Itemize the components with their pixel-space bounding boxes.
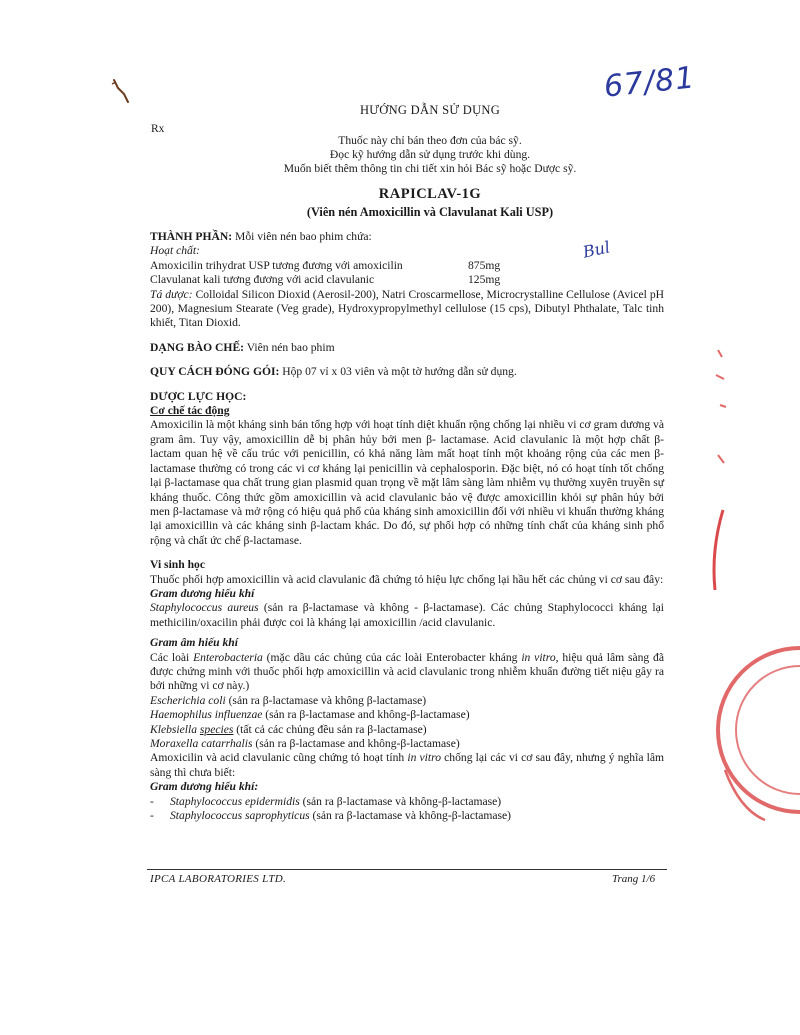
composition-heading: THÀNH PHẦN: — [150, 230, 233, 243]
in-vitro-term: in vitro — [521, 650, 556, 664]
ingredient-name: Clavulanat kali tương đương với acid clavulanic — [150, 273, 375, 287]
mechanism-text: Amoxicilin là một kháng sinh bán tổng hợp với hoạt tính diệt khuẩn rộng chống lại nhiều vi cơ gram dương và gram âm. Tuy vậy, amoxicillin dễ bị phân hủy bởi men β- lactamase. Acid clavulanic là một hợp chất β- lactam quan hệ về cấu trúc với penicillin, có khả năng làm mất hoạt tính một khoảng rộng của các men β-lactamase thường có trong các vi cơ kháng lại penicillin và cephalosporin. Đặc biệt, nó có hoạt tính tốt chống lại β-lactamase qua chất trung gian plasmid quan trọng về mặt lâm sàng làm nhiễm vụ thường xuyên truyền sự kháng thuốc. Công thức gồm amoxicillin và acid clavulanic bảo vệ được amoxicillin khỏi sự phân hủy bởi men β-lactamase và mở rộng có hiệu quả phổ của kháng sinh amoxicillin đối với nhiều vi khuẩn thường kháng lại amoxicillin và các kháng sinh β-lactam khác. Do đó, sự phối hợp có những tính chất của kháng sinh phổ rộng và chất ức chế β-lactamase. — [150, 418, 664, 547]
notices — [0, 134, 800, 175]
list-dash: - — [150, 809, 154, 823]
stamp-marks — [708, 345, 738, 485]
notice-line: Thuốc này chỉ bán theo đơn của bác sỹ. — [338, 134, 522, 147]
handwritten-page-number: 67/81 — [602, 60, 697, 105]
organism-name: Klebsiella — [150, 722, 200, 736]
invitro-post: chống lại các vi cơ sau đây, nhưng ý nghĩa lâm sàng thì chưa biết: — [150, 751, 664, 779]
organism-name: Staphylococcus epidermidis — [170, 794, 300, 808]
active-ingredient-row — [150, 259, 664, 273]
list-item — [150, 809, 664, 823]
entero-post: , hiệu quả lâm sàng đã được chứng minh với thuốc phối hợp amoxicillin và acid clavulanic trong nhiễm khuẩn đường tiết niệu gây ra bởi những vi cơ này.) — [150, 650, 664, 693]
organism-name: Staphylococcus saprophyticus — [170, 809, 310, 823]
organism-name: Staphylococcus aureus — [150, 601, 259, 615]
footer-company: IPCA LABORATORIES LTD. — [150, 873, 287, 885]
list-dash: - — [150, 794, 154, 808]
organism-name: Enterobacteria — [193, 650, 263, 664]
organism-note: (sản ra β-lactamase và không β-lactamase) — [225, 693, 427, 707]
product-subtitle: (Viên nén Amoxicillin và Clavulanat Kali USP) — [306, 205, 554, 219]
dosage-form — [150, 341, 664, 355]
gram-positive-heading-2: Gram dương hiếu khí: — [150, 780, 259, 794]
notice-line: Muốn biết thêm thông tin chi tiết xin hỏi Bác sỹ hoặc Dược sỹ. — [283, 161, 577, 175]
scan-mark — [110, 78, 134, 104]
active-ingredient-row — [150, 273, 664, 287]
red-stamp — [705, 470, 800, 850]
organism-name: Haemophilus influenzae — [150, 708, 263, 722]
gram-positive-heading: Gram dương hiếu khí — [150, 586, 255, 600]
packaging-heading: QUY CÁCH ĐÓNG GÓI: — [150, 365, 280, 379]
dosage-form-value: Viên nén bao phim — [246, 340, 335, 354]
list-item — [150, 795, 664, 809]
organism-note: (sản ra β-lactamase và không-β-lactamase) — [299, 794, 502, 808]
pharmacology-heading: DƯỢC LỰC HỌC: — [150, 389, 247, 403]
product-name: RAPICLAV-1G — [378, 186, 482, 202]
organism-note: (sản ra β-lactamase and không-β-lactamase) — [252, 737, 460, 750]
organism-note: (sản ra β-lactamase and không-β-lactamase) — [262, 708, 470, 722]
organism-note: (tất cả các chủng đều sản ra β-lactamase) — [233, 722, 427, 736]
active-label: Hoạt chất: — [150, 244, 200, 258]
organism-name: Escherichia coli — [150, 693, 226, 707]
composition-intro: Mỗi viên nén bao phim chứa: — [235, 230, 372, 243]
staph-aureus-entry — [150, 601, 664, 630]
in-vitro-note — [150, 751, 664, 780]
microbiology-intro: Thuốc phối hợp amoxicillin và acid clavulanic đã chứng tỏ hiệu lực chống lại hầu hết các chủng vi cơ sau đây: — [150, 572, 664, 586]
ingredient-dose: 125mg — [468, 273, 501, 287]
rx-label: Rx — [151, 123, 165, 135]
microbiology-heading: Vi sinh học — [150, 558, 205, 572]
excipients — [150, 288, 664, 331]
mechanism-heading: Cơ chế tác động — [150, 404, 230, 418]
notice-line: Đọc kỹ hướng dẫn sử dụng trước khi dùng. — [329, 147, 531, 161]
organism-note: (sản ra β-lactamase và không-β-lactamase) — [309, 809, 512, 823]
enterobacteria-entry — [150, 651, 664, 694]
klebsiella-entry — [150, 723, 664, 737]
footer-divider — [147, 869, 667, 870]
ingredient-name: Amoxicilin trihydrat USP tương đương với amoxicilin — [150, 258, 403, 272]
haemophilus-entry — [150, 708, 664, 722]
packaging-value: Hộp 07 vỉ x 03 viên và một tờ hướng dẫn sử dụng. — [282, 365, 517, 379]
footer-page-number: Trang 1/6 — [612, 873, 656, 885]
ingredient-dose: 875mg — [468, 258, 501, 272]
ecoli-entry — [150, 694, 664, 708]
excipient-text: Colloidal Silicon Dioxid (Aerosil-200), Natri Croscarmellose, Microcrystalline Cellulose (Avicel pH 200), Magnesium Stearate (Veg grade), Hydroxypropylmethyl cellulose (15 cps), Dibutyl Phthalate, Talc tinh khiết, Titan Dioxid. — [150, 287, 665, 330]
species-term: species — [199, 722, 234, 736]
moraxella-entry — [150, 737, 664, 751]
organism-name: Moraxella catarrhalis — [150, 737, 253, 750]
dosage-form-heading: DẠNG BÀO CHẾ: — [150, 340, 245, 354]
document-body — [150, 230, 664, 823]
excipient-label: Tá dược: — [150, 287, 193, 301]
document-title: HƯỚNG DẪN SỬ DỤNG — [359, 103, 501, 117]
signature: Bul — [581, 237, 612, 262]
composition-line — [150, 230, 664, 244]
gram-negative-heading: Gram âm hiếu khí — [150, 636, 238, 650]
organism-note: (sản ra β-lactamase và không - β-lactamase). Các chủng Staphylococci kháng lại methicilin/oxacilin phải được coi là kháng lại amoxicillin /acid clavulanic. — [150, 601, 664, 629]
in-vitro-term: in vitro — [407, 751, 442, 765]
packaging — [150, 365, 664, 379]
invitro-pre: Amoxicilin và acid clavulanic cũng chứng tỏ hoạt tính — [150, 751, 408, 765]
entero-mid: (mặc dầu các chủng của các loài Enterobacter kháng — [262, 650, 522, 664]
entero-pre: Các loài — [150, 650, 194, 664]
